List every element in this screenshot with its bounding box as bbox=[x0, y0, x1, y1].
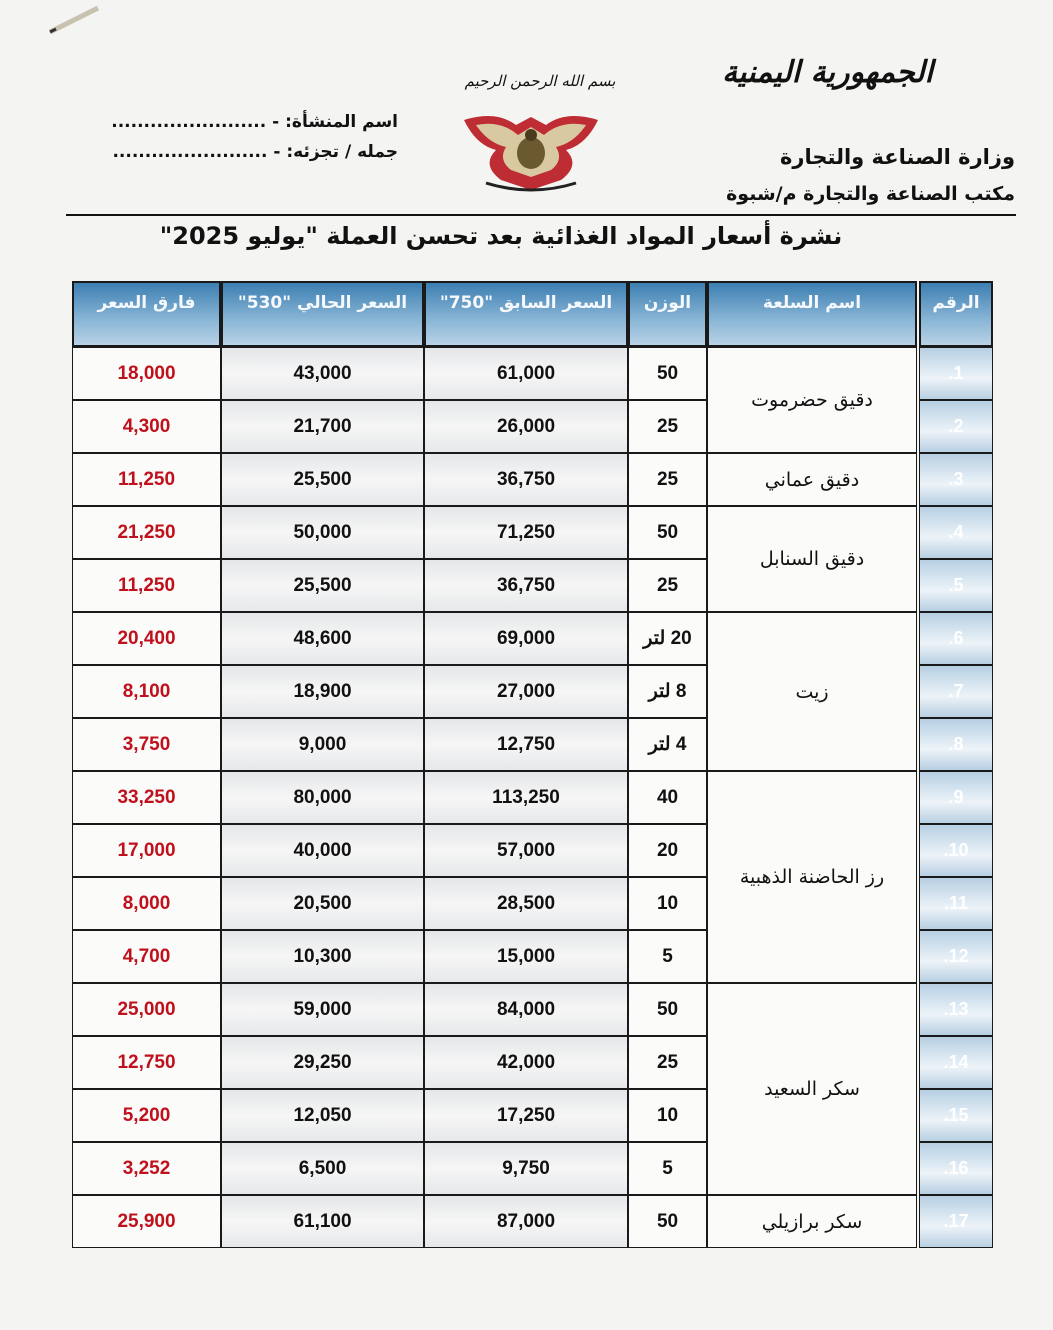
republic-calligraphy: الجمهورية اليمنية bbox=[722, 55, 933, 90]
cell-curr: 6,500 bbox=[221, 1142, 424, 1195]
cell-curr: 20,500 bbox=[221, 877, 424, 930]
cell-prev: 87,000 bbox=[424, 1195, 628, 1248]
cell-prev: 17,250 bbox=[424, 1089, 628, 1142]
column-header-weight: الوزن bbox=[628, 281, 707, 347]
cell-prev: 71,250 bbox=[424, 506, 628, 559]
office-name: مكتب الصناعة والتجارة م/شبوة bbox=[726, 183, 1015, 205]
cell-prev: 61,000 bbox=[424, 347, 628, 400]
cell-curr: 12,050 bbox=[221, 1089, 424, 1142]
page-title: نشرة أسعار المواد الغذائية بعد تحسن العملة "يوليو 2025" bbox=[159, 222, 843, 250]
cell-weight: 50 bbox=[628, 347, 707, 400]
cell-num: .8 bbox=[919, 718, 993, 771]
cell-curr: 43,000 bbox=[221, 347, 424, 400]
cell-prev: 27,000 bbox=[424, 665, 628, 718]
cell-weight: 25 bbox=[628, 453, 707, 506]
cell-num: .16 bbox=[919, 1142, 993, 1195]
sale-type-field bbox=[112, 142, 398, 162]
cell-prev: 69,000 bbox=[424, 612, 628, 665]
yemen-eagle-emblem-icon bbox=[456, 105, 606, 195]
cell-prev: 9,750 bbox=[424, 1142, 628, 1195]
cell-prev: 36,750 bbox=[424, 559, 628, 612]
cell-num: .7 bbox=[919, 665, 993, 718]
product-name-cell: زيت bbox=[707, 612, 917, 771]
column-header-num: الرقم bbox=[919, 281, 993, 347]
cell-diff: 11,250 bbox=[72, 559, 221, 612]
cell-diff: 8,100 bbox=[72, 665, 221, 718]
cell-weight: 8 لتر bbox=[628, 665, 707, 718]
sale-type-label: جمله / تجزئه: - bbox=[273, 142, 398, 162]
cell-curr: 21,700 bbox=[221, 400, 424, 453]
cell-weight: 5 bbox=[628, 930, 707, 983]
cell-num: .6 bbox=[919, 612, 993, 665]
cell-weight: 10 bbox=[628, 1089, 707, 1142]
cell-curr: 25,500 bbox=[221, 453, 424, 506]
product-name-cell: رز الحاضنة الذهبية bbox=[707, 771, 917, 983]
cell-num: .2 bbox=[919, 400, 993, 453]
cell-num: .10 bbox=[919, 824, 993, 877]
cell-prev: 15,000 bbox=[424, 930, 628, 983]
column-header-name: اسم السلعة bbox=[707, 281, 917, 347]
cell-diff: 20,400 bbox=[72, 612, 221, 665]
cell-diff: 21,250 bbox=[72, 506, 221, 559]
cell-weight: 10 bbox=[628, 877, 707, 930]
cell-num: .13 bbox=[919, 983, 993, 1036]
cell-diff: 18,000 bbox=[72, 347, 221, 400]
basmala: بسم الله الرحمن الرحيم bbox=[464, 72, 616, 90]
cell-curr: 61,100 bbox=[221, 1195, 424, 1248]
cell-prev: 28,500 bbox=[424, 877, 628, 930]
cell-diff: 5,200 bbox=[72, 1089, 221, 1142]
cell-diff: 17,000 bbox=[72, 824, 221, 877]
cell-diff: 33,250 bbox=[72, 771, 221, 824]
cell-num: .4 bbox=[919, 506, 993, 559]
cell-num: .15 bbox=[919, 1089, 993, 1142]
cell-num: .12 bbox=[919, 930, 993, 983]
ministry-name: وزارة الصناعة والتجارة bbox=[780, 145, 1015, 169]
cell-diff: 3,750 bbox=[72, 718, 221, 771]
cell-curr: 9,000 bbox=[221, 718, 424, 771]
column-header-diff: فارق السعر bbox=[72, 281, 221, 347]
cell-num: .5 bbox=[919, 559, 993, 612]
cell-weight: 20 bbox=[628, 824, 707, 877]
cell-curr: 18,900 bbox=[221, 665, 424, 718]
cell-diff: 4,300 bbox=[72, 400, 221, 453]
pencil-icon bbox=[48, 6, 100, 34]
cell-diff: 4,700 bbox=[72, 930, 221, 983]
product-name-cell: سكر السعيد bbox=[707, 983, 917, 1195]
facility-label: اسم المنشأة: - bbox=[272, 112, 398, 132]
cell-curr: 59,000 bbox=[221, 983, 424, 1036]
cell-weight: 40 bbox=[628, 771, 707, 824]
cell-diff: 11,250 bbox=[72, 453, 221, 506]
cell-curr: 10,300 bbox=[221, 930, 424, 983]
cell-weight: 25 bbox=[628, 1036, 707, 1089]
cell-curr: 40,000 bbox=[221, 824, 424, 877]
facility-dots: ........................ bbox=[111, 112, 267, 132]
cell-weight: 5 bbox=[628, 1142, 707, 1195]
cell-num: .11 bbox=[919, 877, 993, 930]
cell-prev: 42,000 bbox=[424, 1036, 628, 1089]
price-table bbox=[72, 281, 996, 1251]
cell-prev: 57,000 bbox=[424, 824, 628, 877]
sale-type-dots: ........................ bbox=[112, 142, 268, 162]
cell-curr: 80,000 bbox=[221, 771, 424, 824]
cell-weight: 50 bbox=[628, 506, 707, 559]
cell-diff: 25,900 bbox=[72, 1195, 221, 1248]
cell-prev: 26,000 bbox=[424, 400, 628, 453]
cell-prev: 12,750 bbox=[424, 718, 628, 771]
cell-weight: 50 bbox=[628, 1195, 707, 1248]
cell-num: .1 bbox=[919, 347, 993, 400]
cell-curr: 29,250 bbox=[221, 1036, 424, 1089]
cell-num: .14 bbox=[919, 1036, 993, 1089]
cell-weight: 25 bbox=[628, 400, 707, 453]
column-header-curr: السعر الحالي "530" bbox=[221, 281, 424, 347]
cell-num: .3 bbox=[919, 453, 993, 506]
cell-prev: 84,000 bbox=[424, 983, 628, 1036]
cell-diff: 8,000 bbox=[72, 877, 221, 930]
facility-name-field bbox=[111, 112, 398, 132]
product-name-cell: سكر برازيلي bbox=[707, 1195, 917, 1248]
cell-curr: 25,500 bbox=[221, 559, 424, 612]
cell-weight: 20 لتر bbox=[628, 612, 707, 665]
cell-weight: 25 bbox=[628, 559, 707, 612]
cell-weight: 50 bbox=[628, 983, 707, 1036]
cell-curr: 50,000 bbox=[221, 506, 424, 559]
cell-diff: 12,750 bbox=[72, 1036, 221, 1089]
cell-diff: 25,000 bbox=[72, 983, 221, 1036]
cell-curr: 48,600 bbox=[221, 612, 424, 665]
cell-diff: 3,252 bbox=[72, 1142, 221, 1195]
cell-prev: 113,250 bbox=[424, 771, 628, 824]
cell-num: .17 bbox=[919, 1195, 993, 1248]
cell-num: .9 bbox=[919, 771, 993, 824]
product-name-cell: دقيق السنابل bbox=[707, 506, 917, 612]
cell-weight: 4 لتر bbox=[628, 718, 707, 771]
cell-prev: 36,750 bbox=[424, 453, 628, 506]
product-name-cell: دقيق حضرموت bbox=[707, 347, 917, 453]
header-divider bbox=[66, 214, 1016, 216]
product-name-cell: دقيق عماني bbox=[707, 453, 917, 506]
column-header-prev: السعر السابق "750" bbox=[424, 281, 628, 347]
